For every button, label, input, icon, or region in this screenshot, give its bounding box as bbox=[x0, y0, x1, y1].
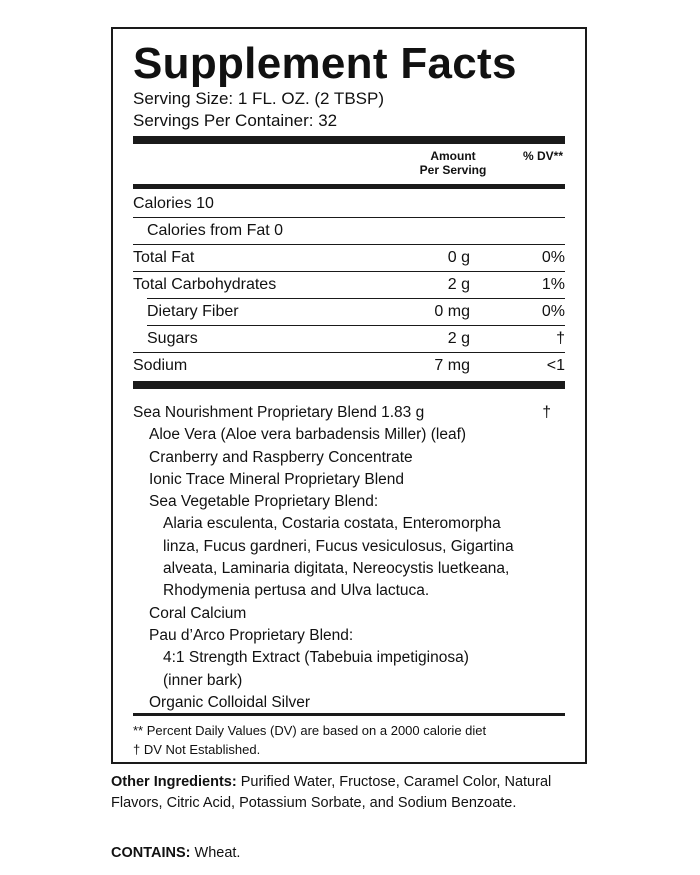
blend-item: Cranberry and Raspberry Concentrate bbox=[149, 448, 413, 466]
nutrient-amount: 2 g bbox=[447, 330, 470, 347]
other-ingredients-label: Other Ingredients: bbox=[111, 774, 237, 790]
blend-subitem: Rhodymenia pertusa and Ulva lactuca. bbox=[163, 582, 430, 600]
blend-item: Coral Calcium bbox=[149, 604, 247, 622]
nutrient-dv: <1 bbox=[546, 357, 565, 374]
footnote-divider bbox=[133, 713, 565, 716]
thick-divider bbox=[133, 136, 565, 144]
blend-subitem: alveata, Laminaria digitata, Nereocystis luetkeana, bbox=[163, 560, 510, 578]
calories-from-fat-label: Calories from Fat 0 bbox=[147, 222, 284, 239]
blend-dv: † bbox=[542, 404, 551, 421]
blend-subitem: 4:1 Strength Extract (Tabebuia impetiginosa) bbox=[163, 649, 469, 667]
other-ingredients bbox=[111, 772, 591, 814]
blend-subitem: (inner bark) bbox=[163, 671, 243, 689]
amount-header-line1: Amount bbox=[430, 149, 476, 163]
nutrient-label: Sodium bbox=[133, 357, 188, 374]
dv-header: % DV** bbox=[522, 149, 563, 163]
nutrient-amount: 2 g bbox=[447, 276, 470, 293]
nutrient-row-dietary-fiber bbox=[133, 299, 565, 325]
contains-label: CONTAINS: bbox=[111, 845, 191, 861]
amount-header bbox=[393, 149, 513, 177]
nutrient-dv: 0% bbox=[541, 249, 565, 266]
serving-size: Serving Size: 1 FL. OZ. (2 TBSP) bbox=[133, 89, 384, 108]
supplement-facts-panel bbox=[111, 27, 587, 764]
nutrient-row-sodium bbox=[133, 353, 565, 379]
calories-label: Calories 10 bbox=[133, 195, 214, 212]
amount-header-line2: Per Serving bbox=[419, 163, 487, 177]
blend-item: Aloe Vera (Aloe vera barbadensis Miller) (leaf) bbox=[149, 426, 467, 444]
header-divider bbox=[133, 184, 565, 189]
blend-subitem: linza, Fucus gardneri, Fucus vesiculosus, Gigartina bbox=[163, 537, 514, 555]
nutrient-row-sugars bbox=[133, 326, 565, 352]
contains-text: Wheat. bbox=[190, 845, 241, 861]
blend-item: Sea Vegetable Proprietary Blend: bbox=[149, 493, 379, 511]
nutrient-dv: 1% bbox=[541, 276, 565, 293]
blend-heading: Sea Nourishment Proprietary Blend 1.83 g bbox=[133, 404, 425, 421]
blend-subitem: Alaria esculenta, Costaria costata, Enteromorpha bbox=[163, 515, 501, 533]
nutrient-row-total-fat bbox=[133, 245, 565, 271]
thick-divider bbox=[133, 381, 565, 389]
nutrient-label: Total Carbohydrates bbox=[133, 276, 277, 293]
nutrient-label: Sugars bbox=[147, 330, 198, 347]
proprietary-blend bbox=[133, 402, 565, 714]
nutrient-label: Dietary Fiber bbox=[147, 303, 239, 320]
nutrient-dv: † bbox=[556, 330, 565, 347]
allergen-statement bbox=[111, 844, 240, 862]
calories-row bbox=[133, 191, 565, 217]
nutrient-amount: 7 mg bbox=[434, 357, 470, 374]
footnote-dv-not-established: † DV Not Established. bbox=[133, 742, 261, 757]
other-ingredients-text: Purified Water, Fructose, Caramel Color, Natural Flavors, Citric Acid, Potassium Sorbate, and Sodium Benzoate. bbox=[111, 774, 552, 811]
calories-from-fat-row bbox=[133, 218, 565, 244]
servings-per-container: Servings Per Container: 32 bbox=[133, 111, 338, 130]
blend-item: Ionic Trace Mineral Proprietary Blend bbox=[149, 470, 405, 488]
blend-item: Pau d’Arco Proprietary Blend: bbox=[149, 626, 354, 644]
nutrient-label: Total Fat bbox=[133, 249, 195, 266]
panel-title: Supplement Facts bbox=[133, 39, 517, 88]
nutrient-row-total-carbohydrates bbox=[133, 272, 565, 298]
footnote-daily-values: ** Percent Daily Values (DV) are based on a 2000 calorie diet bbox=[133, 723, 487, 738]
blend-item: Organic Colloidal Silver bbox=[149, 693, 311, 711]
nutrient-amount: 0 g bbox=[447, 249, 470, 266]
nutrient-dv: 0% bbox=[541, 303, 565, 320]
nutrient-amount: 0 mg bbox=[434, 303, 470, 320]
